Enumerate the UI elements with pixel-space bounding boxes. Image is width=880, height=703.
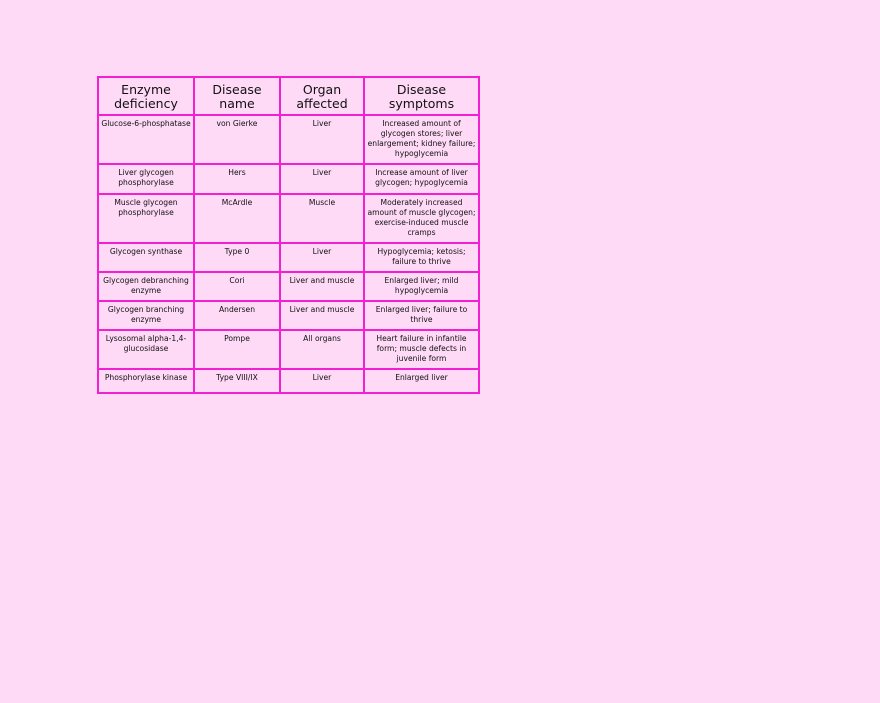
- cell-symptoms: Enlarged liver: [364, 369, 479, 393]
- cell-disease: Type VIII/IX: [194, 369, 280, 393]
- cell-enzyme: Lysosomal alpha-1,4-glucosidase: [98, 330, 194, 369]
- table-header: [98, 77, 479, 115]
- table-row: [98, 272, 479, 301]
- cell-disease: Pompe: [194, 330, 280, 369]
- cell-symptoms: Enlarged liver; failure to thrive: [364, 301, 479, 330]
- cell-enzyme: Glycogen debranching enzyme: [98, 272, 194, 301]
- cell-symptoms: Enlarged liver; mild hypoglycemia: [364, 272, 479, 301]
- table-row: [98, 243, 479, 272]
- cell-disease: Type 0: [194, 243, 280, 272]
- glycogen-storage-disease-table: [97, 76, 480, 394]
- table-row: [98, 164, 479, 194]
- cell-disease: Hers: [194, 164, 280, 194]
- cell-enzyme: Muscle glycogen phosphorylase: [98, 194, 194, 243]
- table-row: [98, 115, 479, 164]
- glycogen-storage-disease-table-container: [97, 76, 480, 394]
- table-row: [98, 369, 479, 393]
- cell-organ: Liver: [280, 369, 364, 393]
- cell-organ: Muscle: [280, 194, 364, 243]
- cell-organ: Liver: [280, 115, 364, 164]
- table-body: [98, 115, 479, 393]
- cell-organ: All organs: [280, 330, 364, 369]
- header-disease-name: Disease name: [194, 77, 280, 115]
- header-row: [98, 77, 479, 115]
- cell-disease: Andersen: [194, 301, 280, 330]
- cell-symptoms: Moderately increased amount of muscle glycogen; exercise-induced muscle cramps: [364, 194, 479, 243]
- header-organ-affected: Organ affected: [280, 77, 364, 115]
- cell-organ: Liver and muscle: [280, 301, 364, 330]
- cell-enzyme: Glycogen synthase: [98, 243, 194, 272]
- cell-organ: Liver and muscle: [280, 272, 364, 301]
- cell-disease: Cori: [194, 272, 280, 301]
- cell-enzyme: Glucose-6-phosphatase: [98, 115, 194, 164]
- cell-disease: von Gierke: [194, 115, 280, 164]
- cell-symptoms: Hypoglycemia; ketosis; failure to thrive: [364, 243, 479, 272]
- cell-organ: Liver: [280, 243, 364, 272]
- table-row: [98, 330, 479, 369]
- header-enzyme-deficiency: Enzyme deficiency: [98, 77, 194, 115]
- table-row: [98, 301, 479, 330]
- cell-symptoms: Increase amount of liver glycogen; hypoglycemia: [364, 164, 479, 194]
- cell-disease: McArdle: [194, 194, 280, 243]
- cell-symptoms: Increased amount of glycogen stores; liver enlargement; kidney failure; hypoglycemia: [364, 115, 479, 164]
- cell-organ: Liver: [280, 164, 364, 194]
- cell-symptoms: Heart failure in infantile form; muscle defects in juvenile form: [364, 330, 479, 369]
- cell-enzyme: Glycogen branching enzyme: [98, 301, 194, 330]
- header-disease-symptoms: Disease symptoms: [364, 77, 479, 115]
- cell-enzyme: Phosphorylase kinase: [98, 369, 194, 393]
- cell-enzyme: Liver glycogen phosphorylase: [98, 164, 194, 194]
- table-row: [98, 194, 479, 243]
